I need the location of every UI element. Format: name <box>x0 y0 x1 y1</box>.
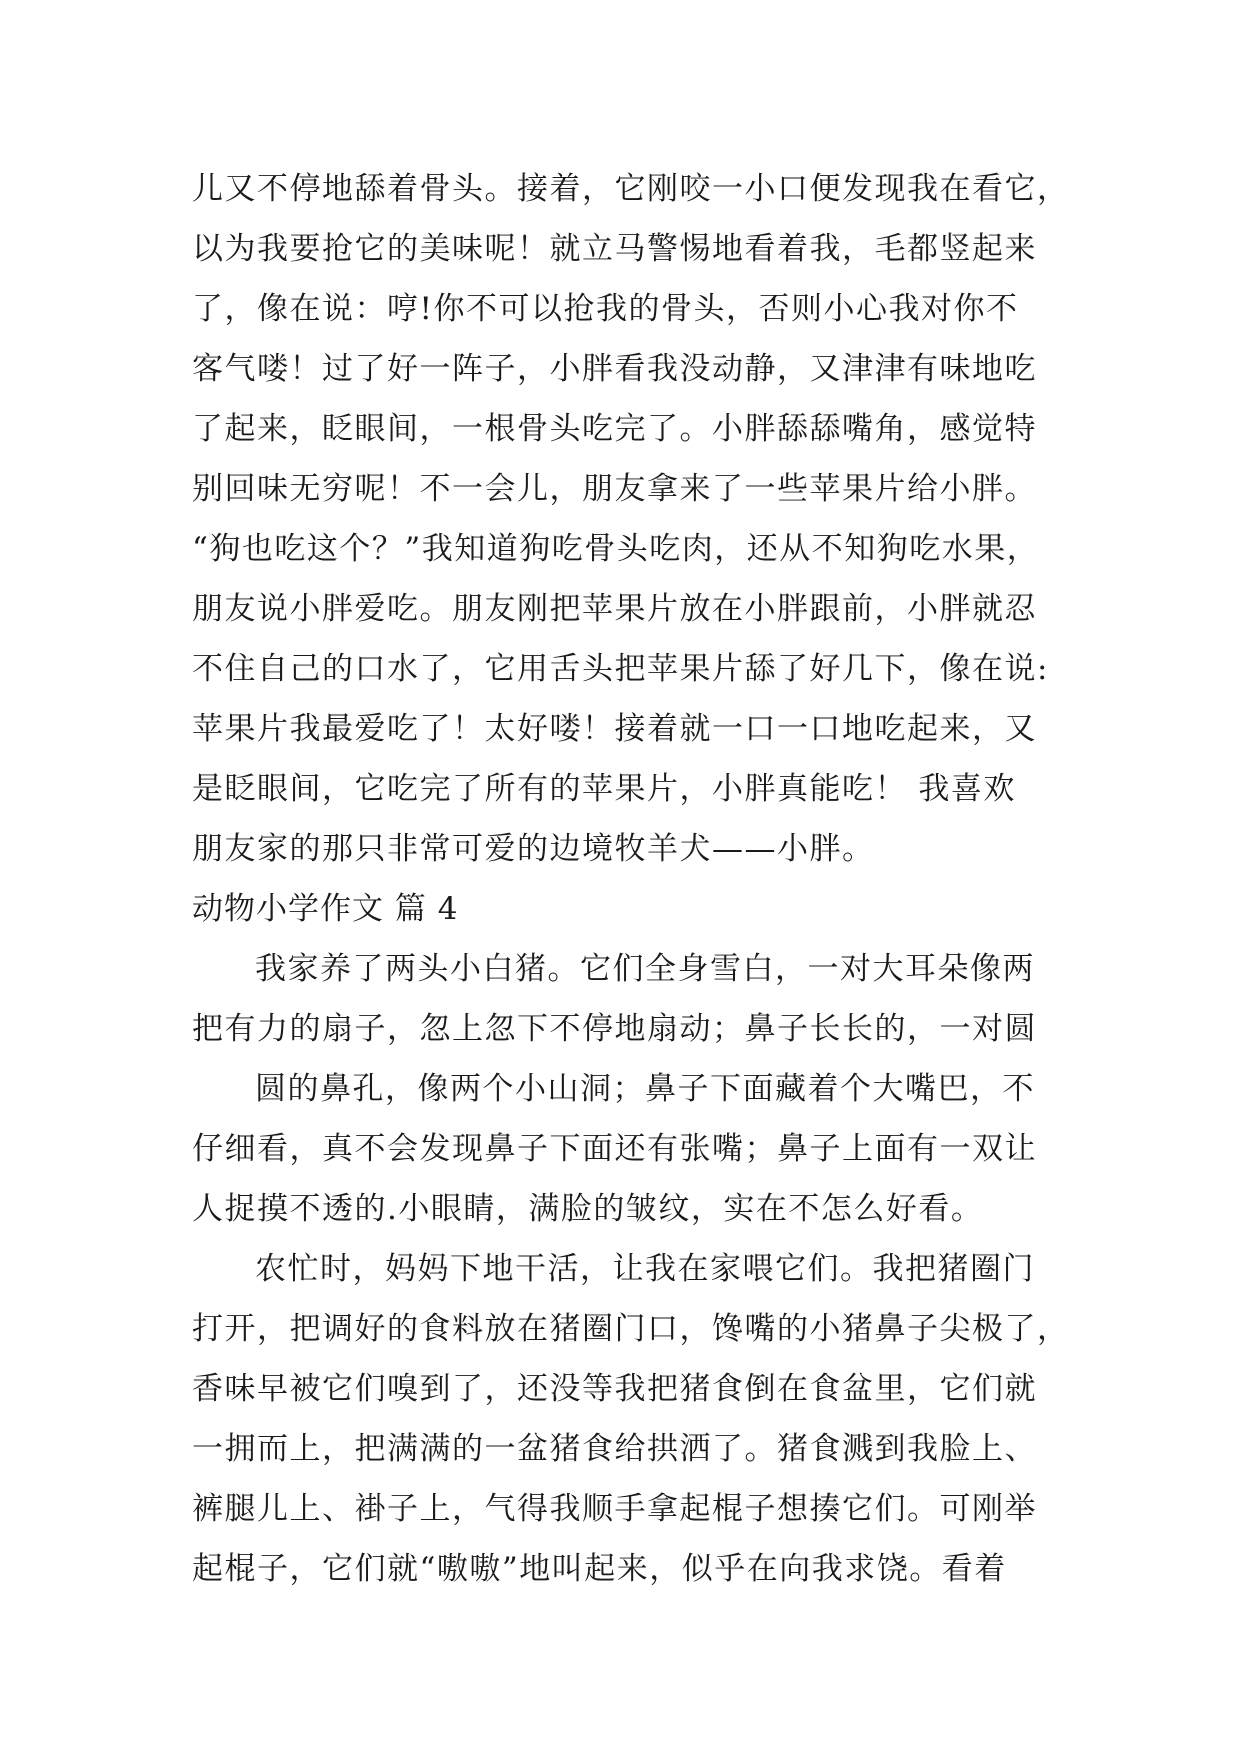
section-heading: 动物小学作文 篇 4 <box>192 891 459 927</box>
text-line: 以为我要抢它的美味呢！就立马警惕地看着我，毛都竖起来 <box>192 231 1037 267</box>
text-line: 是眨眼间，它吃完了所有的苹果片，小胖真能吃！ 我喜欢 <box>192 771 1016 807</box>
text-line: 朋友说小胖爱吃。朋友刚把苹果片放在小胖跟前，小胖就忍 <box>192 591 1037 627</box>
text-line: 客气喽！过了好一阵子，小胖看我没动静，又津津有味地吃 <box>192 351 1037 387</box>
text-line: 把有力的扇子，忽上忽下不停地扇动；鼻子长长的，一对圆 <box>192 1011 1037 1047</box>
text-line: “狗也吃这个？”我知道狗吃骨头吃肉，还从不知狗吃水果， <box>192 531 1040 567</box>
text-line: 了起来，眨眼间，一根骨头吃完了。小胖舔舔嘴角，感觉特 <box>192 411 1037 447</box>
text-line: 起棍子，它们就“嗷嗷”地叫起来，似乎在向我求饶。看着 <box>192 1551 1007 1587</box>
text-line: 香味早被它们嗅到了，还没等我把猪食倒在食盆里，它们就 <box>192 1371 1037 1407</box>
text-line: 一拥而上，把满满的一盆猪食给拱洒了。猪食溅到我脸上、 <box>192 1431 1037 1467</box>
paragraph-first-line: 我家养了两头小白猪。它们全身雪白，一对大耳朵像两 <box>255 951 1035 987</box>
text-line: 仔细看，真不会发现鼻子下面还有张嘴；鼻子上面有一双让 <box>192 1131 1037 1167</box>
text-line: 打开，把调好的食料放在猪圈门口，馋嘴的小猪鼻子尖极了， <box>192 1311 1070 1347</box>
text-line: 裤腿儿上、褂子上，气得我顺手拿起棍子想揍它们。可刚举 <box>192 1491 1037 1527</box>
paragraph-first-line: 农忙时，妈妈下地干活，让我在家喂它们。我把猪圈门 <box>255 1251 1035 1287</box>
text-line: 人捉摸不透的.小眼睛，满脸的皱纹，实在不怎么好看。 <box>192 1191 984 1227</box>
essay-body <box>192 159 1070 1599</box>
text-line: 儿又不停地舔着骨头。接着，它刚咬一小口便发现我在看它， <box>192 171 1070 207</box>
text-line: 苹果片我最爱吃了！太好喽！接着就一口一口地吃起来，又 <box>192 711 1037 747</box>
text-line: 不住自己的口水了，它用舌头把苹果片舔了好几下，像在说: <box>192 651 1049 687</box>
text-line: 别回味无穷呢！不一会儿，朋友拿来了一些苹果片给小胖。 <box>192 471 1037 507</box>
paragraph-first-line: 圆的鼻孔，像两个小山洞；鼻子下面藏着个大嘴巴，不 <box>255 1071 1035 1107</box>
text-line: 了，像在说：哼!你不可以抢我的骨头，否则小心我对你不 <box>192 291 1019 327</box>
text-line: 朋友家的那只非常可爱的边境牧羊犬——小胖。 <box>192 831 875 867</box>
